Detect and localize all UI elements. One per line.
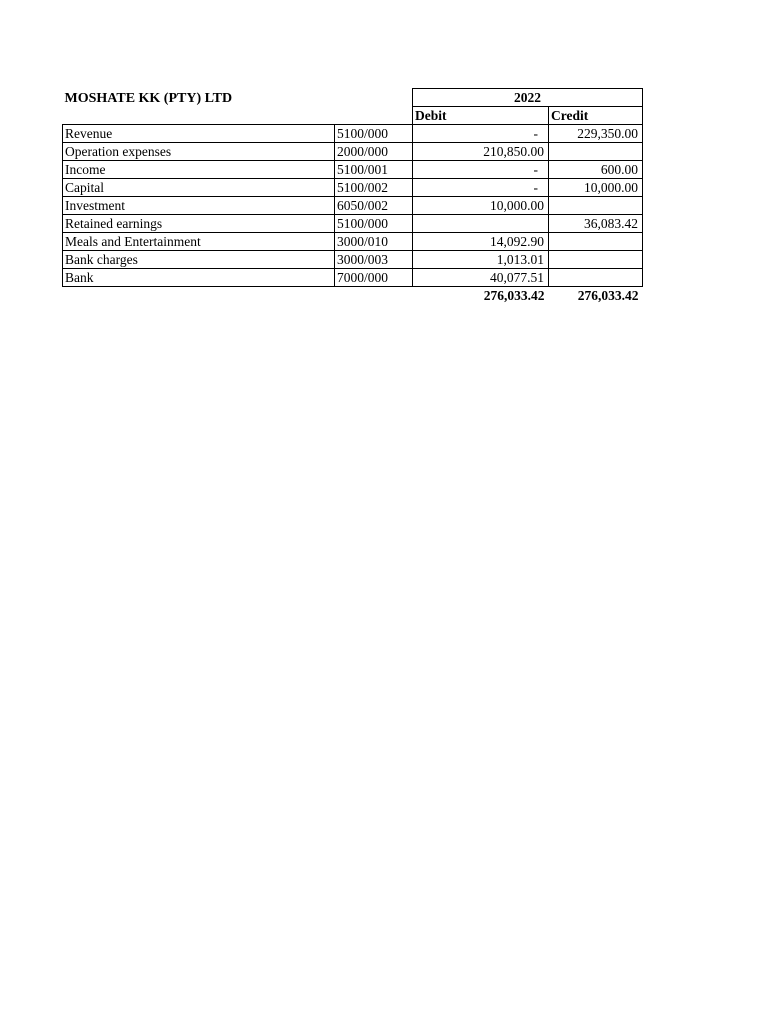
table-row xyxy=(63,179,643,197)
debit-amount xyxy=(413,215,549,233)
account-code: 7000/000 xyxy=(335,269,413,287)
debit-amount: 10,000.00 xyxy=(413,197,549,215)
table-row xyxy=(63,251,643,269)
table-row xyxy=(63,215,643,233)
totals-spacer xyxy=(63,287,335,305)
credit-amount xyxy=(549,233,643,251)
debit-amount: - xyxy=(413,179,549,197)
account-name: Operation expenses xyxy=(63,143,335,161)
debit-header: Debit xyxy=(413,107,549,125)
account-name: Revenue xyxy=(63,125,335,143)
account-code: 5100/002 xyxy=(335,179,413,197)
account-name: Bank charges xyxy=(63,251,335,269)
header-spacer xyxy=(335,107,413,125)
debit-amount: - xyxy=(413,125,549,143)
account-code: 2000/000 xyxy=(335,143,413,161)
account-code: 3000/003 xyxy=(335,251,413,269)
credit-header: Credit xyxy=(549,107,643,125)
header-row-columns xyxy=(63,107,643,125)
account-code: 5100/001 xyxy=(335,161,413,179)
header-spacer xyxy=(63,107,335,125)
account-name: Income xyxy=(63,161,335,179)
debit-amount: 1,013.01 xyxy=(413,251,549,269)
header-row-year xyxy=(63,89,643,107)
account-code: 5100/000 xyxy=(335,215,413,233)
debit-amount: 14,092.90 xyxy=(413,233,549,251)
debit-amount: 210,850.00 xyxy=(413,143,549,161)
credit-total: 276,033.42 xyxy=(577,288,639,303)
debit-total: 276,033.42 xyxy=(483,288,545,303)
table-row xyxy=(63,143,643,161)
debit-amount: 40,077.51 xyxy=(413,269,549,287)
year-label: 2022 xyxy=(413,89,643,107)
totals-row xyxy=(63,287,643,305)
debit-amount: - xyxy=(413,161,549,179)
credit-amount xyxy=(549,269,643,287)
credit-amount xyxy=(549,197,643,215)
account-code: 5100/000 xyxy=(335,125,413,143)
account-name: Bank xyxy=(63,269,335,287)
table-row xyxy=(63,233,643,251)
totals-spacer xyxy=(335,287,413,305)
account-code: 3000/010 xyxy=(335,233,413,251)
credit-amount: 36,083.42 xyxy=(549,215,643,233)
table-row xyxy=(63,269,643,287)
credit-amount: 229,350.00 xyxy=(549,125,643,143)
account-name: Meals and Entertainment xyxy=(63,233,335,251)
account-name: Capital xyxy=(63,179,335,197)
company-name: MOSHATE KK (PTY) LTD xyxy=(64,90,233,106)
credit-amount: 600.00 xyxy=(549,161,643,179)
trial-balance-sheet xyxy=(62,88,642,304)
credit-amount xyxy=(549,251,643,269)
credit-amount xyxy=(549,143,643,161)
header-spacer xyxy=(335,89,413,107)
table-row xyxy=(63,161,643,179)
table-row xyxy=(63,125,643,143)
account-code: 6050/002 xyxy=(335,197,413,215)
account-name: Investment xyxy=(63,197,335,215)
credit-amount: 10,000.00 xyxy=(549,179,643,197)
table-row xyxy=(63,197,643,215)
trial-balance-table xyxy=(62,88,643,304)
account-name: Retained earnings xyxy=(63,215,335,233)
